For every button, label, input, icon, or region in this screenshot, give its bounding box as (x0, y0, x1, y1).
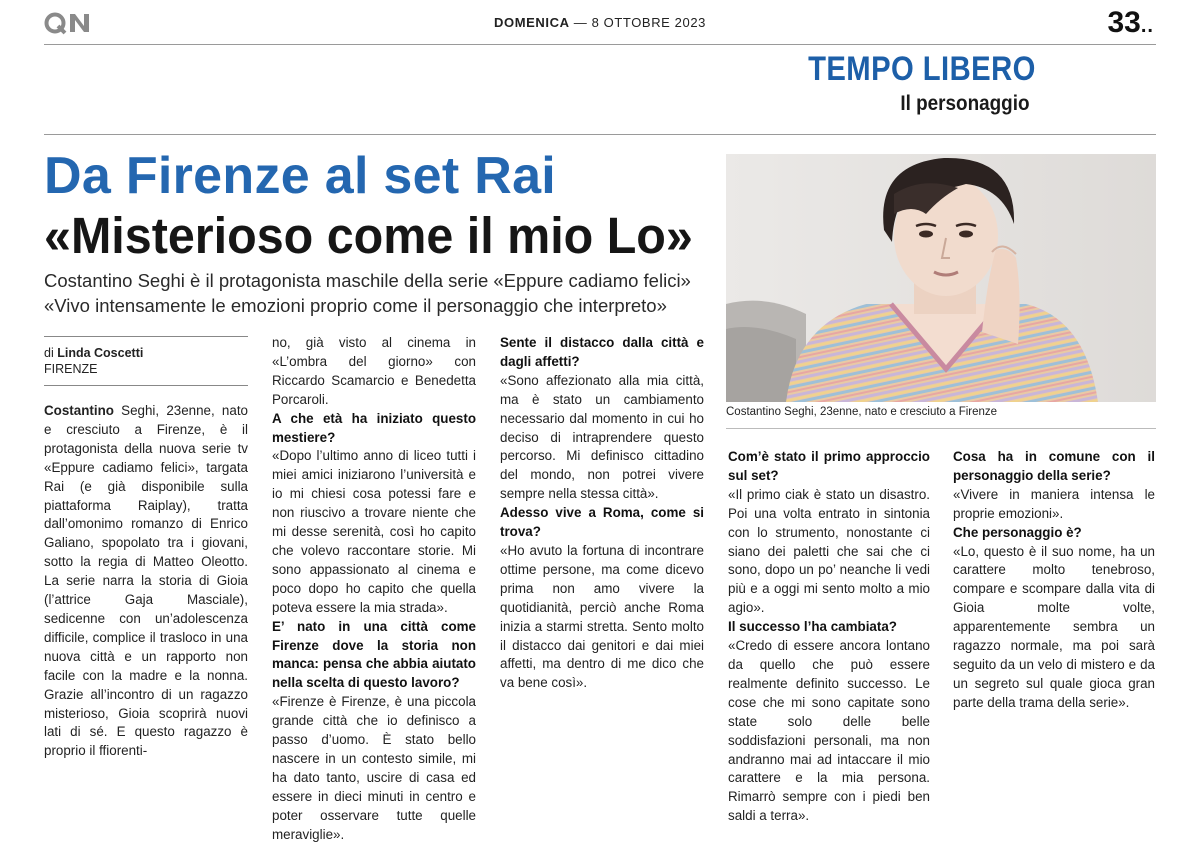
dateline-place: FIRENZE (44, 362, 98, 376)
header-divider (44, 134, 1156, 135)
top-divider (44, 44, 1156, 45)
article-column-3 (500, 334, 704, 748)
article-column-5 (953, 448, 1155, 748)
lead-name: Costantino (44, 403, 114, 418)
portrait-illustration (726, 154, 1156, 402)
answer-8: «Lo, questo è il suo nome, ha un carattere molto tenebroso, compare e scompare dalla vita di Gioia molte volte, apparentemente sembra un ragazzo normale, ma poi sarà seguito da un velo di mistero e da un segreto sul quale gioca gran parte della trama della serie». (953, 543, 1155, 710)
page-number-dots: .. (1140, 15, 1154, 37)
intro-paragraph (44, 402, 248, 761)
page-number-value: 33 (1107, 6, 1141, 39)
section-title: TEMPO LIBERO (808, 50, 1036, 88)
headline-secondary: «Misterioso come il mio Lo» (44, 207, 693, 264)
answer-4: «Ho avuto la fortuna di incontrare ottime persone, ma come dicevo prima non amo vivere la quotidianità, perciò anche Roma inizia a starmi stretta. Sento molto il distacco dai genitori e dai miei affetti, ma dentro di me dico che va bene così». (500, 542, 704, 691)
answer-3: «Sono affezionato alla mia città, ma è stato un cambiamento necessario dal momento in cui ho deciso di intraprendere questo percorso. Mi definisco cittadino del mondo, non potrei vivere sempre nella stessa città». (500, 372, 704, 502)
article-column-2 (272, 334, 476, 842)
intro-continuation (272, 334, 476, 410)
byline-prefix: di (44, 346, 54, 360)
deck-line-2: «Vivo intensamente le emozioni proprio come il personaggio che interpreto» (44, 295, 667, 316)
dateline-date: 8 OTTOBRE 2023 (591, 15, 706, 30)
answer-7: «Vivere in maniera intensa le proprie emozioni». (953, 486, 1155, 521)
question-1: A che età ha iniziato questo mestiere? (272, 410, 476, 445)
answer-6: «Credo di essere ancora lontano da quello che può essere realmente definito successo. Le cose che mi sono capitate sono state solo delle belle soddisfazioni personali, ma non andranno mai ad intaccare il mio carattere e la mia persona. Rimarrò sempre con i piedi ben saldi a terra». (728, 638, 930, 824)
answer-1: «Dopo l’ultimo anno di liceo tutti i miei amici iniziarono l’università e io mi chiesi cosa potessi fare e non riuscivo a trovare niente che mi desse serenità, così ho capito che volevo raccontare storie. Mi sono appassionato al cinema e poco dopo ho capito che quella poteva essere la mia strada». (272, 448, 476, 615)
photo-caption: Costantino Seghi, 23enne, nato e cresciuto a Firenze (726, 406, 998, 418)
dateline-separator: — (573, 15, 592, 30)
answer-2: «Firenze è Firenze, è una piccola grande città che io definisco a passo d’uomo. È stato bello nascere in un contesto simile, mi ha dato tanto, uscire di casa ed essere in dieci minuti in centro e poter osservare tutte quelle meraviglie». (272, 694, 476, 842)
question-3: Sente il distacco dalla città e dagli affetti? (500, 335, 704, 369)
article-column-1 (44, 402, 248, 759)
answer-5: «Il primo ciak è stato un disastro. Poi una volta entrato in sintonia con lo strumento, nonostante ci siano dei paletti che sai che ci sono, dopo un po’ neanche li vedi più e a oggi mi sento molto a mio agio». (728, 486, 930, 616)
headline-primary: Da Firenze al set Rai (44, 147, 557, 205)
author-name: Linda Coscetti (57, 346, 144, 360)
question-4: Adesso vive a Roma, come si trova? (500, 505, 704, 540)
byline (44, 345, 248, 361)
question-5: Com’è stato il primo approccio sul set? (728, 449, 930, 483)
intro-text-continued: no, già visto al cinema in «L’ombra del giorno» con Riccardo Scamarcio e Benedetta Porcaroli. (272, 335, 476, 407)
dateline (0, 15, 1200, 30)
article-column-4 (728, 448, 930, 824)
intro-text: Seghi, 23enne, nato e cresciuto a Firenze, è il protagonista della nuova serie tv «Eppure cadiamo felici», targata Rai (e già disponibile sulla piattaforma Raiplay), tratta dall’omonimo romanzo di Enrico Galiano, spopolato tra i giovani, sotto la regia di Matteo Oleotto. La serie narra la storia di Gioia (l’attrice Gaja Masciale), sedicenne con un’adolescenza difficile, complice il trasloco in una nuova città e un rapporto non facile con la madre e la nonna. Grazie all’incontro di un ragazzo misterioso, Gioia scoprirà nuovi lati di sé. E questo ragazzo è proprio il ffiorenti- (44, 403, 248, 759)
caption-divider (726, 428, 1156, 429)
deck-line-1: Costantino Seghi è il protagonista maschile della serie «Eppure cadiamo felici» (44, 270, 691, 291)
byline-box (44, 336, 248, 386)
section-subtitle: Il personaggio (900, 92, 1030, 115)
dateline-day: DOMENICA (494, 15, 570, 30)
page-number (1108, 6, 1155, 40)
article-photo (726, 154, 1156, 402)
question-2: E’ nato in una città come Firenze dove la storia non manca: pensa che abbia aiutato nella scelta di questo lavoro? (272, 618, 476, 691)
question-6: Il successo l’ha cambiata? (728, 619, 897, 635)
question-7: Cosa ha in comune con il personaggio della serie? (953, 449, 1155, 483)
question-8: Che personaggio è? (953, 524, 1082, 540)
